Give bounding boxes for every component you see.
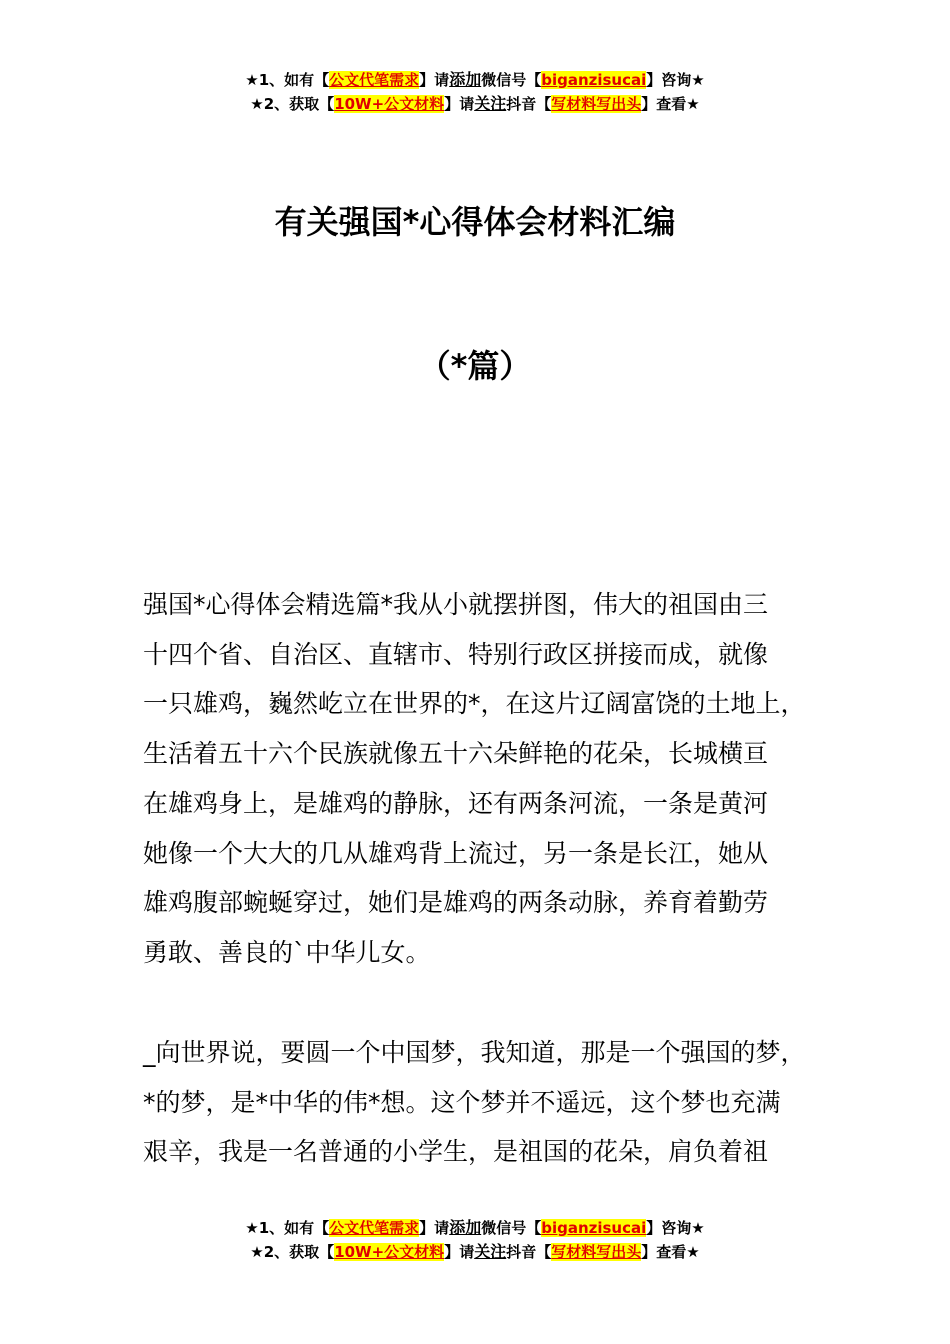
header-notice-line-2: [0, 92, 950, 116]
notice-text: 】请: [444, 1243, 475, 1261]
paragraph-line: 十四个省、自治区、直辖市、特别行政区拼接而成，就像: [143, 639, 769, 669]
notice-text: 】咨询★: [646, 71, 705, 89]
paragraph-line: 勇敢、善良的`中华儿女。: [143, 937, 431, 967]
footer-notice: [0, 1216, 950, 1264]
paragraph-line: 雄鸡腹部蜿蜒穿过，她们是雄鸡的两条动脉，养育着勤劳: [143, 888, 769, 918]
footer-notice-line-1: [0, 1216, 950, 1240]
notice-wechat-id: biganzisucai: [541, 1219, 647, 1237]
notice-highlight: 公文代笔需求: [329, 1219, 420, 1237]
notice-douyin-name: 写材料写出头: [551, 95, 642, 113]
notice-wechat-id: biganzisucai: [541, 71, 647, 89]
notice-text: 】请: [444, 95, 475, 113]
notice-underline: 关注: [474, 94, 507, 113]
paragraph-line: 生活着五十六个民族就像五十六朵鲜艳的花朵，长城横亘: [143, 739, 769, 769]
paragraph-line: *的梦，是*中华的伟*想。这个梦并不遥远，这个梦也充满: [143, 1087, 781, 1117]
notice-text: 抖音【: [506, 95, 552, 113]
notice-text: 微信号【: [481, 71, 542, 89]
paragraph-1: [143, 580, 833, 978]
paragraph-line: 强国*心得体会精选篇*我从小就摆拼图，伟大的祖国由三: [143, 590, 769, 619]
notice-text: 】查看★: [641, 95, 700, 113]
notice-highlight: 10W+公文材料: [334, 95, 445, 113]
paragraph-line: 艰辛，我是一名普通的小学生，是祖国的花朵，肩负着祖: [143, 1137, 769, 1167]
notice-text: ★1、如有【: [245, 71, 330, 89]
document-subtitle: （*篇）: [418, 347, 532, 385]
notice-text: 抖音【: [506, 1243, 552, 1261]
notice-text: 】请: [419, 71, 450, 89]
notice-highlight: 公文代笔需求: [329, 71, 420, 89]
notice-text: 】请: [419, 1219, 450, 1237]
notice-text: 】咨询★: [646, 1219, 705, 1237]
notice-underline: 添加: [449, 1218, 482, 1237]
notice-text: ★2、获取【: [250, 1243, 335, 1261]
paragraph-line: 她像一个大大的几从雄鸡背上流过，另一条是长江，她从: [143, 838, 769, 868]
header-notice-line-1: [0, 68, 950, 92]
notice-text: ★1、如有【: [245, 1219, 330, 1237]
paragraph-line: _向世界说，要圆一个中国梦，我知道，那是一个强国的梦，: [143, 1038, 806, 1067]
paragraph-2: [143, 1028, 833, 1177]
document-title: 有关强国*心得体会材料汇编: [274, 203, 676, 241]
notice-text: 】查看★: [641, 1243, 700, 1261]
header-notice: [0, 68, 950, 116]
notice-douyin-name: 写材料写出头: [551, 1243, 642, 1261]
notice-text: 微信号【: [481, 1219, 542, 1237]
footer-notice-line-2: [0, 1240, 950, 1264]
paragraph-line: 一只雄鸡，巍然屹立在世界的*，在这片辽阔富饶的土地上，: [143, 689, 806, 719]
paragraph-line: 在雄鸡身上，是雄鸡的静脉，还有两条河流，一条是黄河: [143, 788, 769, 818]
notice-underline: 添加: [449, 70, 482, 89]
notice-highlight: 10W+公文材料: [334, 1243, 445, 1261]
notice-underline: 关注: [474, 1242, 507, 1261]
notice-text: ★2、获取【: [250, 95, 335, 113]
